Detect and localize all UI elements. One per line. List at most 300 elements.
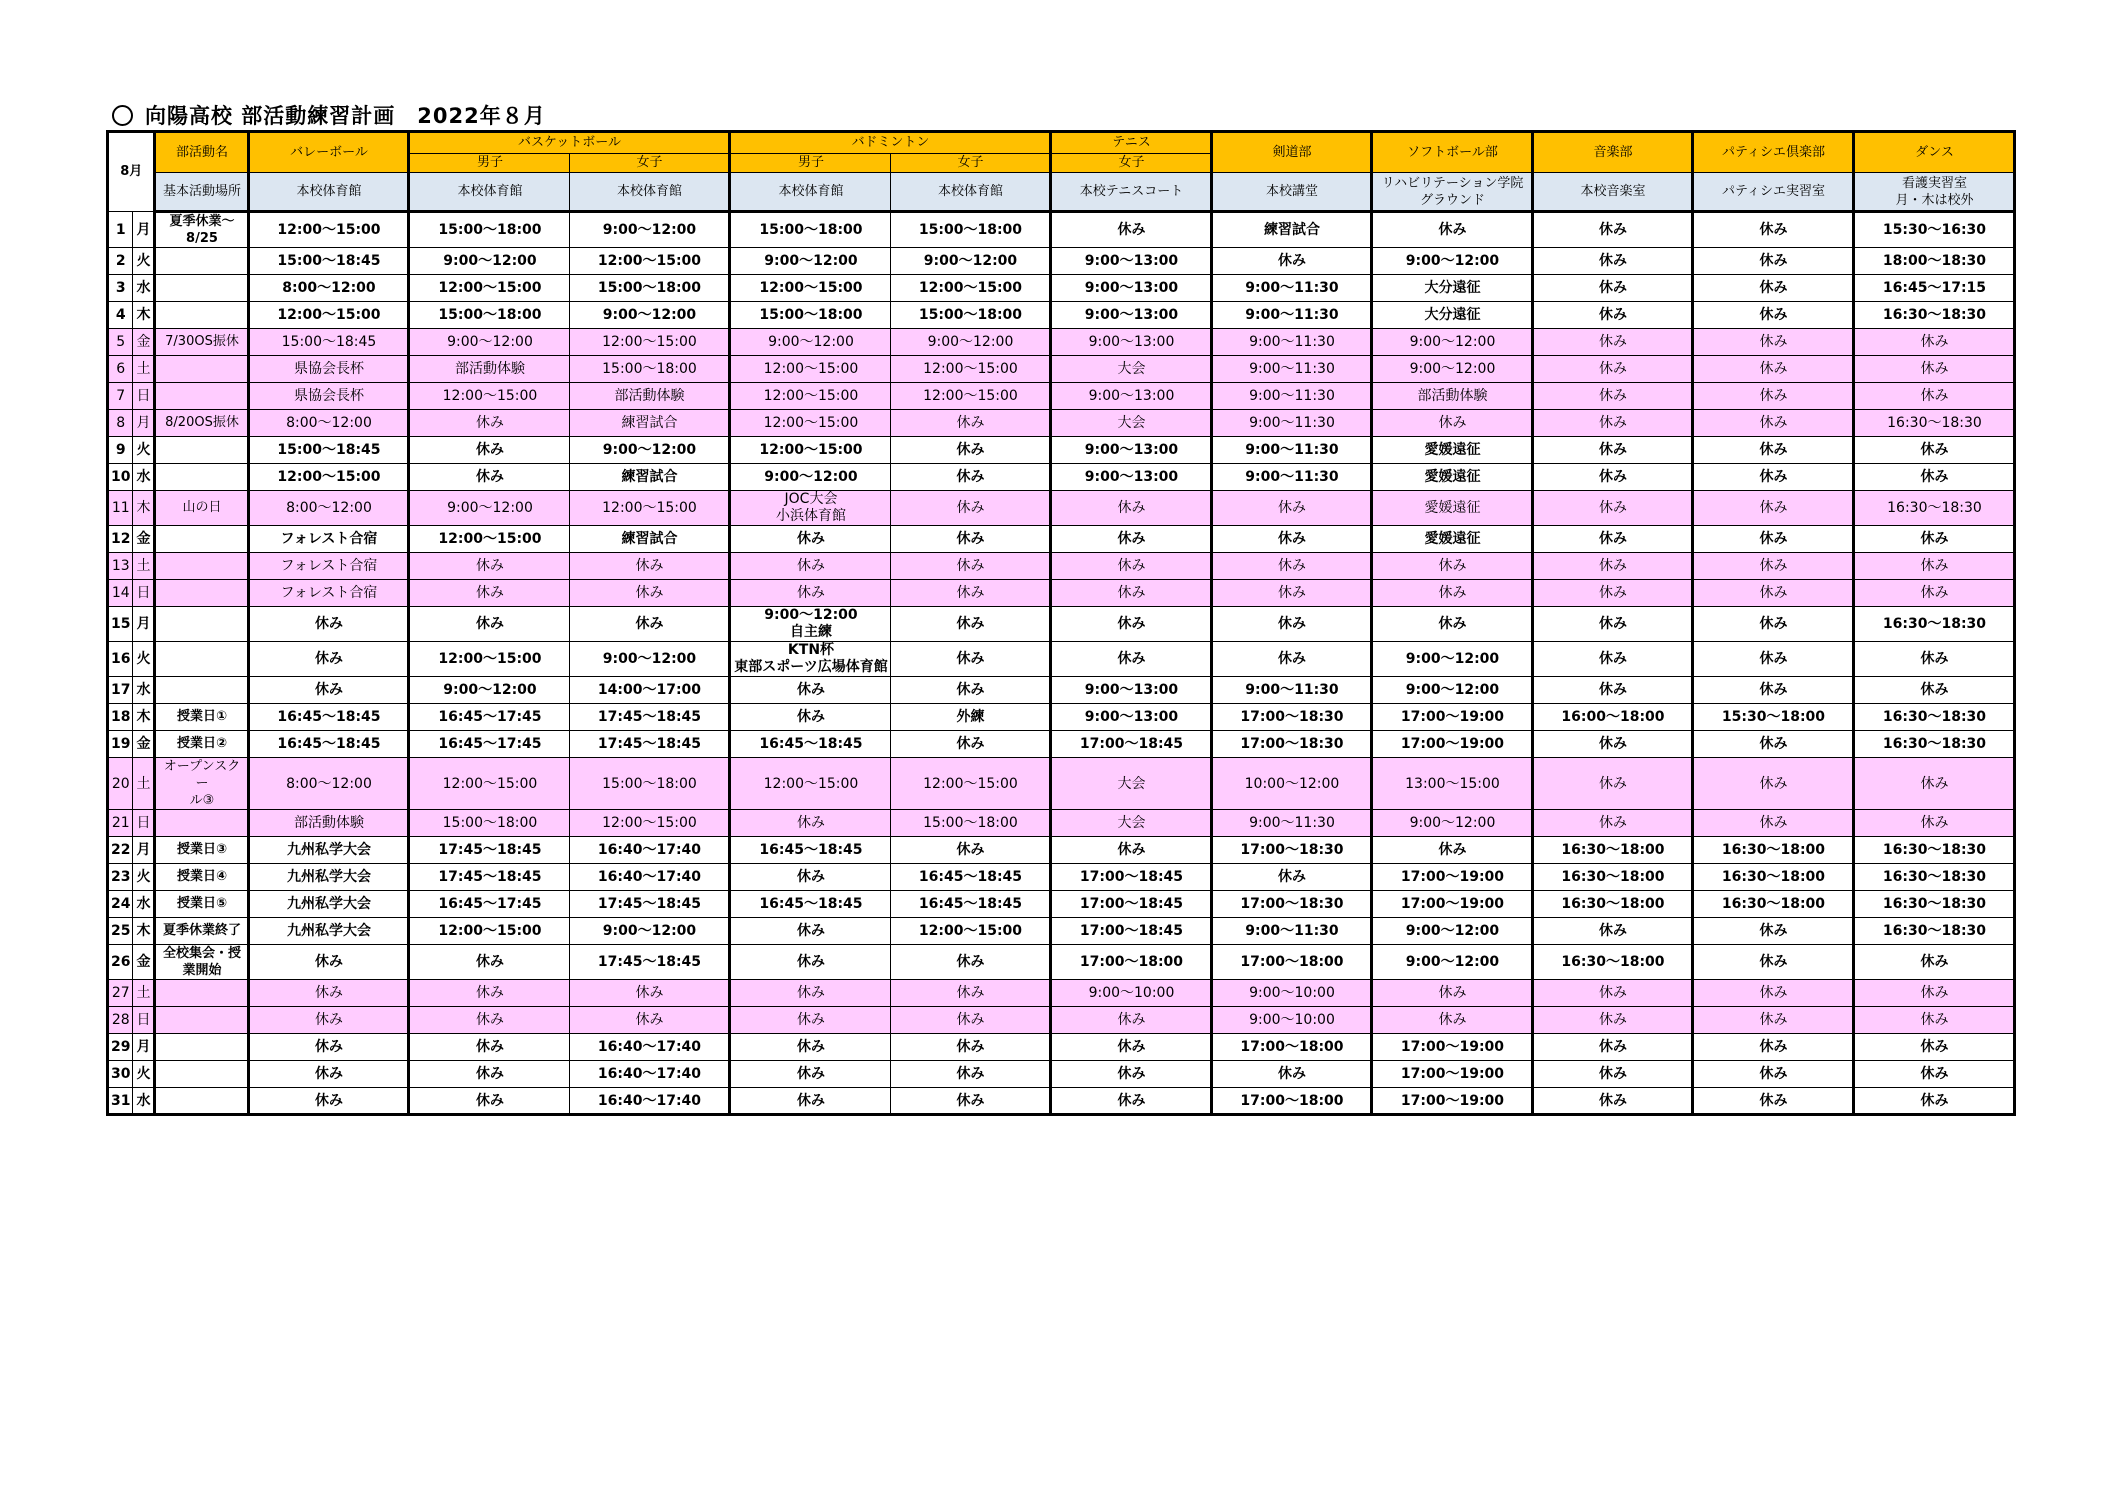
day-number: 28 <box>108 1007 133 1034</box>
cell-volleyball: 休み <box>249 980 409 1007</box>
cell-badminton-girls: 休み <box>891 945 1051 980</box>
day-number: 3 <box>108 275 133 302</box>
cell-badminton-girls: 休み <box>891 731 1051 758</box>
table-row <box>108 980 2015 1007</box>
cell-tennis-girls: 9:00～13:00 <box>1051 383 1212 410</box>
cell-patissier: 休み <box>1693 810 1854 837</box>
day-of-week: 土 <box>133 980 155 1007</box>
cell-basketball-boys: 12:00～15:00 <box>409 275 570 302</box>
cell-kendo: 9:00～11:30 <box>1212 302 1372 329</box>
cell-patissier: 休み <box>1693 491 1854 526</box>
cell-tennis-girls: 休み <box>1051 1034 1212 1061</box>
table-row <box>108 383 2015 410</box>
table-row <box>108 437 2015 464</box>
cell-tennis-girls: 休み <box>1051 1088 1212 1115</box>
cell-tennis-girls: 9:00～13:00 <box>1051 329 1212 356</box>
table-row <box>108 526 2015 553</box>
cell-kendo: 練習試合 <box>1212 212 1372 248</box>
cell-music: 16:30～18:00 <box>1533 837 1693 864</box>
cell-tennis-girls: 9:00～10:00 <box>1051 980 1212 1007</box>
cell-softball: 休み <box>1372 580 1533 607</box>
day-note: 7/30OS振休 <box>155 329 249 356</box>
cell-softball: 9:00～12:00 <box>1372 356 1533 383</box>
cell-music: 休み <box>1533 980 1693 1007</box>
table-row <box>108 945 2015 980</box>
cell-basketball-girls: 休み <box>570 980 730 1007</box>
day-note <box>155 553 249 580</box>
cell-badminton-girls: 休み <box>891 642 1051 677</box>
day-number: 7 <box>108 383 133 410</box>
cell-kendo: 休み <box>1212 642 1372 677</box>
cell-badminton-girls: 外練 <box>891 704 1051 731</box>
day-note: 授業日① <box>155 704 249 731</box>
cell-dance: 16:45～17:15 <box>1854 275 2015 302</box>
cell-music: 休み <box>1533 1034 1693 1061</box>
cell-dance: 休み <box>1854 580 2015 607</box>
day-note: 授業日② <box>155 731 249 758</box>
club-music: 音楽部 <box>1533 132 1693 173</box>
cell-volleyball: 九州私学大会 <box>249 837 409 864</box>
cell-basketball-boys: 17:45～18:45 <box>409 864 570 891</box>
cell-patissier: 休み <box>1693 1061 1854 1088</box>
cell-basketball-girls: 16:40～17:40 <box>570 1088 730 1115</box>
cell-volleyball: 休み <box>249 1034 409 1061</box>
cell-patissier: 休み <box>1693 329 1854 356</box>
cell-badminton-boys: 休み <box>730 1061 891 1088</box>
cell-badminton-boys-line: 自主練 <box>789 624 832 640</box>
day-note <box>155 275 249 302</box>
cell-badminton-boys <box>730 642 891 677</box>
cell-softball: 大分遠征 <box>1372 275 1533 302</box>
day-of-week: 水 <box>133 891 155 918</box>
cell-tennis-girls: 17:00～18:45 <box>1051 891 1212 918</box>
cell-softball: 休み <box>1372 980 1533 1007</box>
cell-basketball-boys: 休み <box>409 1088 570 1115</box>
cell-basketball-boys: 16:45～17:45 <box>409 731 570 758</box>
day-of-week: 木 <box>133 918 155 945</box>
place-badminton-girls: 本校体育館 <box>891 173 1051 212</box>
cell-volleyball: 12:00～15:00 <box>249 212 409 248</box>
table-row <box>108 677 2015 704</box>
club-badminton: バドミントン <box>730 132 1051 154</box>
cell-basketball-girls: 17:45～18:45 <box>570 704 730 731</box>
cell-dance: 休み <box>1854 356 2015 383</box>
cell-badminton-girls: 休み <box>891 1088 1051 1115</box>
day-of-week: 月 <box>133 607 155 642</box>
day-of-week: 金 <box>133 731 155 758</box>
cell-basketball-girls: 14:00～17:00 <box>570 677 730 704</box>
day-number: 17 <box>108 677 133 704</box>
cell-badminton-boys: 9:00～12:00 <box>730 464 891 491</box>
cell-kendo: 休み <box>1212 248 1372 275</box>
day-number: 1 <box>108 212 133 248</box>
place-basketball-boys: 本校体育館 <box>409 173 570 212</box>
cell-music: 16:00～18:00 <box>1533 704 1693 731</box>
header-row-places <box>108 173 2015 212</box>
cell-music: 休み <box>1533 410 1693 437</box>
cell-kendo: 休み <box>1212 580 1372 607</box>
cell-basketball-girls: 9:00～12:00 <box>570 212 730 248</box>
cell-tennis-girls: 大会 <box>1051 410 1212 437</box>
table-row <box>108 918 2015 945</box>
day-number: 9 <box>108 437 133 464</box>
day-note-line: 業開始 <box>182 963 222 978</box>
place-patissier: パティシエ実習室 <box>1693 173 1854 212</box>
cell-badminton-girls: 休み <box>891 410 1051 437</box>
table-row <box>108 731 2015 758</box>
cell-softball: 9:00～12:00 <box>1372 248 1533 275</box>
cell-badminton-girls: 12:00～15:00 <box>891 383 1051 410</box>
cell-badminton-girls: 12:00～15:00 <box>891 356 1051 383</box>
cell-tennis-girls: 9:00～13:00 <box>1051 704 1212 731</box>
cell-music: 休み <box>1533 553 1693 580</box>
day-note <box>155 437 249 464</box>
table-row <box>108 758 2015 810</box>
cell-badminton-girls: 休み <box>891 464 1051 491</box>
cell-dance: 16:30～18:30 <box>1854 302 2015 329</box>
cell-patissier: 休み <box>1693 945 1854 980</box>
cell-softball: 休み <box>1372 1007 1533 1034</box>
cell-badminton-boys <box>730 491 891 526</box>
day-of-week: 月 <box>133 410 155 437</box>
day-number: 26 <box>108 945 133 980</box>
cell-volleyball: 九州私学大会 <box>249 864 409 891</box>
day-note-line: ル③ <box>189 793 215 808</box>
club-kendo: 剣道部 <box>1212 132 1372 173</box>
day-of-week: 火 <box>133 864 155 891</box>
day-number: 15 <box>108 607 133 642</box>
cell-kendo: 9:00～11:30 <box>1212 383 1372 410</box>
cell-tennis-girls: 9:00～13:00 <box>1051 464 1212 491</box>
cell-music: 休み <box>1533 642 1693 677</box>
cell-badminton-boys: 休み <box>730 810 891 837</box>
day-of-week: 土 <box>133 356 155 383</box>
cell-badminton-boys: 休み <box>730 526 891 553</box>
day-note <box>155 758 249 810</box>
day-number: 22 <box>108 837 133 864</box>
cell-basketball-girls: 9:00～12:00 <box>570 642 730 677</box>
cell-dance: 休み <box>1854 810 2015 837</box>
cell-basketball-boys: 12:00～15:00 <box>409 918 570 945</box>
cell-kendo: 9:00～10:00 <box>1212 980 1372 1007</box>
place-badminton-boys: 本校体育館 <box>730 173 891 212</box>
cell-badminton-girls: 9:00～12:00 <box>891 329 1051 356</box>
cell-dance: 休み <box>1854 1034 2015 1061</box>
day-number: 13 <box>108 553 133 580</box>
title-text: 向陽高校 部活動練習計画 2022年８月 <box>145 104 546 128</box>
cell-kendo: 17:00～18:00 <box>1212 1034 1372 1061</box>
cell-badminton-boys: 休み <box>730 553 891 580</box>
gender-badminton-girls: 女子 <box>891 154 1051 173</box>
place-tennis-girls: 本校テニスコート <box>1051 173 1212 212</box>
cell-volleyball: 休み <box>249 642 409 677</box>
cell-basketball-boys: 休み <box>409 580 570 607</box>
day-of-week: 火 <box>133 1061 155 1088</box>
gender-basketball-girls: 女子 <box>570 154 730 173</box>
cell-kendo: 9:00～11:30 <box>1212 437 1372 464</box>
day-of-week: 金 <box>133 526 155 553</box>
day-number: 23 <box>108 864 133 891</box>
cell-softball: 休み <box>1372 410 1533 437</box>
day-of-week: 火 <box>133 248 155 275</box>
cell-basketball-girls: 休み <box>570 1007 730 1034</box>
cell-basketball-girls: 9:00～12:00 <box>570 302 730 329</box>
day-note: 山の日 <box>155 491 249 526</box>
cell-tennis-girls: 休み <box>1051 553 1212 580</box>
day-note <box>155 642 249 677</box>
cell-softball: 愛媛遠征 <box>1372 464 1533 491</box>
cell-dance: 休み <box>1854 1088 2015 1115</box>
table-row <box>108 1061 2015 1088</box>
cell-basketball-girls: 17:45～18:45 <box>570 891 730 918</box>
cell-kendo: 休み <box>1212 491 1372 526</box>
day-of-week: 日 <box>133 810 155 837</box>
day-number: 2 <box>108 248 133 275</box>
table-row <box>108 491 2015 526</box>
cell-badminton-boys: 12:00～15:00 <box>730 437 891 464</box>
cell-dance: 休み <box>1854 464 2015 491</box>
cell-badminton-girls: 12:00～15:00 <box>891 275 1051 302</box>
cell-basketball-boys: 休み <box>409 945 570 980</box>
cell-basketball-boys: 休み <box>409 410 570 437</box>
cell-volleyball: 県協会長杯 <box>249 383 409 410</box>
cell-music: 16:30～18:00 <box>1533 891 1693 918</box>
cell-basketball-boys: 休み <box>409 980 570 1007</box>
cell-softball: 17:00～19:00 <box>1372 1061 1533 1088</box>
cell-basketball-boys: 15:00～18:00 <box>409 810 570 837</box>
cell-softball: 17:00～19:00 <box>1372 731 1533 758</box>
cell-dance: 休み <box>1854 1061 2015 1088</box>
cell-softball: 愛媛遠征 <box>1372 526 1533 553</box>
cell-badminton-boys: 休み <box>730 980 891 1007</box>
cell-softball: 愛媛遠征 <box>1372 437 1533 464</box>
cell-softball: 17:00～19:00 <box>1372 864 1533 891</box>
cell-softball: 9:00～12:00 <box>1372 677 1533 704</box>
cell-music: 16:30～18:00 <box>1533 864 1693 891</box>
cell-badminton-girls: 休み <box>891 980 1051 1007</box>
cell-kendo: 休み <box>1212 526 1372 553</box>
header-row-clubs <box>108 132 2015 154</box>
day-number: 25 <box>108 918 133 945</box>
day-of-week: 水 <box>133 464 155 491</box>
cell-patissier: 休み <box>1693 677 1854 704</box>
cell-kendo: 休み <box>1212 864 1372 891</box>
cell-basketball-girls: 休み <box>570 553 730 580</box>
cell-music: 休み <box>1533 607 1693 642</box>
cell-volleyball: フォレスト合宿 <box>249 553 409 580</box>
cell-patissier: 休み <box>1693 526 1854 553</box>
cell-basketball-girls: 16:40～17:40 <box>570 1061 730 1088</box>
cell-badminton-boys: 15:00～18:00 <box>730 302 891 329</box>
cell-basketball-girls: 16:40～17:40 <box>570 864 730 891</box>
cell-tennis-girls: 休み <box>1051 1007 1212 1034</box>
cell-basketball-boys: 休み <box>409 1034 570 1061</box>
cell-volleyball: 8:00～12:00 <box>249 410 409 437</box>
cell-music: 休み <box>1533 918 1693 945</box>
cell-basketball-girls: 部活動体験 <box>570 383 730 410</box>
cell-softball: 17:00～19:00 <box>1372 704 1533 731</box>
day-of-week: 木 <box>133 491 155 526</box>
cell-dance: 休み <box>1854 945 2015 980</box>
cell-music: 休み <box>1533 1061 1693 1088</box>
cell-patissier: 休み <box>1693 731 1854 758</box>
cell-basketball-boys: 休み <box>409 437 570 464</box>
cell-badminton-girls: 9:00～12:00 <box>891 248 1051 275</box>
cell-basketball-boys: 休み <box>409 553 570 580</box>
day-of-week: 水 <box>133 677 155 704</box>
cell-volleyball: 休み <box>249 1061 409 1088</box>
day-of-week: 木 <box>133 704 155 731</box>
cell-badminton-girls: 休み <box>891 580 1051 607</box>
cell-softball: 大分遠征 <box>1372 302 1533 329</box>
club-patissier: パティシエ倶楽部 <box>1693 132 1854 173</box>
table-row <box>108 810 2015 837</box>
cell-basketball-girls: 9:00～12:00 <box>570 918 730 945</box>
cell-volleyball: 休み <box>249 945 409 980</box>
cell-dance: 休み <box>1854 677 2015 704</box>
day-note <box>155 1061 249 1088</box>
cell-patissier: 休み <box>1693 212 1854 248</box>
cell-tennis-girls: 9:00～13:00 <box>1051 248 1212 275</box>
day-note-line: オープンスクー <box>163 759 241 791</box>
cell-dance: 16:30～18:30 <box>1854 837 2015 864</box>
cell-badminton-girls: 休み <box>891 437 1051 464</box>
cell-tennis-girls: 17:00～18:45 <box>1051 918 1212 945</box>
day-note-line: 全校集会・授 <box>162 946 241 961</box>
day-of-week: 日 <box>133 383 155 410</box>
cell-tennis-girls: 休み <box>1051 212 1212 248</box>
day-of-week: 月 <box>133 1034 155 1061</box>
cell-patissier: 休み <box>1693 410 1854 437</box>
club-dance: ダンス <box>1854 132 2015 173</box>
cell-basketball-girls: 12:00～15:00 <box>570 248 730 275</box>
cell-basketball-boys: 17:45～18:45 <box>409 837 570 864</box>
cell-volleyball: 15:00～18:45 <box>249 248 409 275</box>
cell-badminton-boys <box>730 607 891 642</box>
cell-dance: 16:30～18:30 <box>1854 731 2015 758</box>
cell-music: 休み <box>1533 758 1693 810</box>
cell-badminton-girls: 休み <box>891 1034 1051 1061</box>
cell-badminton-boys: 12:00～15:00 <box>730 383 891 410</box>
place-label: 基本活動場所 <box>155 173 249 212</box>
cell-badminton-boys-line: 東部スポーツ広場体育館 <box>734 659 888 675</box>
cell-volleyball: 12:00～15:00 <box>249 464 409 491</box>
day-note: 授業日④ <box>155 864 249 891</box>
cell-basketball-girls: 9:00～12:00 <box>570 437 730 464</box>
cell-dance: 休み <box>1854 526 2015 553</box>
cell-softball: 休み <box>1372 212 1533 248</box>
cell-tennis-girls: 9:00～13:00 <box>1051 677 1212 704</box>
club-basketball: バスケットボール <box>409 132 730 154</box>
day-number: 24 <box>108 891 133 918</box>
cell-badminton-girls: 12:00～15:00 <box>891 918 1051 945</box>
place-dance-line2: 月・木は校外 <box>1895 192 1974 208</box>
day-number: 31 <box>108 1088 133 1115</box>
cell-badminton-boys: 12:00～15:00 <box>730 356 891 383</box>
cell-tennis-girls: 休み <box>1051 1061 1212 1088</box>
cell-music: 休み <box>1533 329 1693 356</box>
cell-basketball-girls: 17:45～18:45 <box>570 731 730 758</box>
cell-tennis-girls: 大会 <box>1051 810 1212 837</box>
day-number: 6 <box>108 356 133 383</box>
cell-kendo: 9:00～11:30 <box>1212 275 1372 302</box>
table-row <box>108 1034 2015 1061</box>
cell-tennis-girls: 9:00～13:00 <box>1051 437 1212 464</box>
cell-badminton-boys: 15:00～18:00 <box>730 212 891 248</box>
cell-volleyball: 九州私学大会 <box>249 918 409 945</box>
cell-badminton-boys: 休み <box>730 704 891 731</box>
table-row <box>108 642 2015 677</box>
cell-kendo: 17:00～18:30 <box>1212 837 1372 864</box>
cell-kendo: 休み <box>1212 553 1372 580</box>
cell-badminton-boys: 16:45～18:45 <box>730 891 891 918</box>
club-softball: ソフトボール部 <box>1372 132 1533 173</box>
cell-patissier: 休み <box>1693 918 1854 945</box>
cell-music: 休み <box>1533 1007 1693 1034</box>
day-note <box>155 980 249 1007</box>
day-note: 8/20OS振休 <box>155 410 249 437</box>
cell-badminton-girls: 休み <box>891 837 1051 864</box>
cell-dance: 15:30～16:30 <box>1854 212 2015 248</box>
cell-softball: 休み <box>1372 837 1533 864</box>
cell-music: 16:30～18:00 <box>1533 945 1693 980</box>
cell-volleyball: 休み <box>249 1007 409 1034</box>
cell-tennis-girls: 休み <box>1051 526 1212 553</box>
day-of-week: 木 <box>133 302 155 329</box>
cell-badminton-boys: 休み <box>730 864 891 891</box>
table-row <box>108 891 2015 918</box>
cell-basketball-boys: 9:00～12:00 <box>409 248 570 275</box>
cell-badminton-boys-line: 小浜体育館 <box>775 508 846 524</box>
cell-softball: 休み <box>1372 607 1533 642</box>
day-of-week: 月 <box>133 212 155 248</box>
cell-tennis-girls: 17:00～18:45 <box>1051 864 1212 891</box>
cell-badminton-girls: 15:00～18:00 <box>891 810 1051 837</box>
place-softball-line2: グラウンド <box>1419 192 1485 208</box>
day-note-line: 8/25 <box>186 231 218 246</box>
day-number: 16 <box>108 642 133 677</box>
cell-music: 休み <box>1533 383 1693 410</box>
day-of-week: 月 <box>133 837 155 864</box>
place-music: 本校音楽室 <box>1533 173 1693 212</box>
cell-basketball-boys: 休み <box>409 607 570 642</box>
cell-badminton-boys: 休み <box>730 580 891 607</box>
practice-schedule-table <box>106 130 2016 1116</box>
place-kendo: 本校講堂 <box>1212 173 1372 212</box>
cell-softball: 愛媛遠征 <box>1372 491 1533 526</box>
cell-music: 休み <box>1533 212 1693 248</box>
day-note <box>155 302 249 329</box>
cell-kendo: 9:00～11:30 <box>1212 356 1372 383</box>
cell-kendo: 17:00～18:00 <box>1212 1088 1372 1115</box>
cell-tennis-girls: 9:00～13:00 <box>1051 275 1212 302</box>
cell-basketball-girls: 15:00～18:00 <box>570 356 730 383</box>
cell-badminton-boys: 休み <box>730 918 891 945</box>
cell-dance: 16:30～18:30 <box>1854 864 2015 891</box>
cell-patissier: 休み <box>1693 580 1854 607</box>
cell-basketball-girls: 練習試合 <box>570 464 730 491</box>
cell-kendo: 17:00～18:30 <box>1212 704 1372 731</box>
cell-badminton-girls: 休み <box>891 491 1051 526</box>
cell-dance: 16:30～18:30 <box>1854 891 2015 918</box>
table-row <box>108 1088 2015 1115</box>
cell-badminton-girls: 12:00～15:00 <box>891 758 1051 810</box>
day-note <box>155 1034 249 1061</box>
place-dance-line1: 看護実習室 <box>1901 175 1967 191</box>
day-number: 5 <box>108 329 133 356</box>
cell-dance: 休み <box>1854 329 2015 356</box>
cell-badminton-girls: 休み <box>891 1007 1051 1034</box>
